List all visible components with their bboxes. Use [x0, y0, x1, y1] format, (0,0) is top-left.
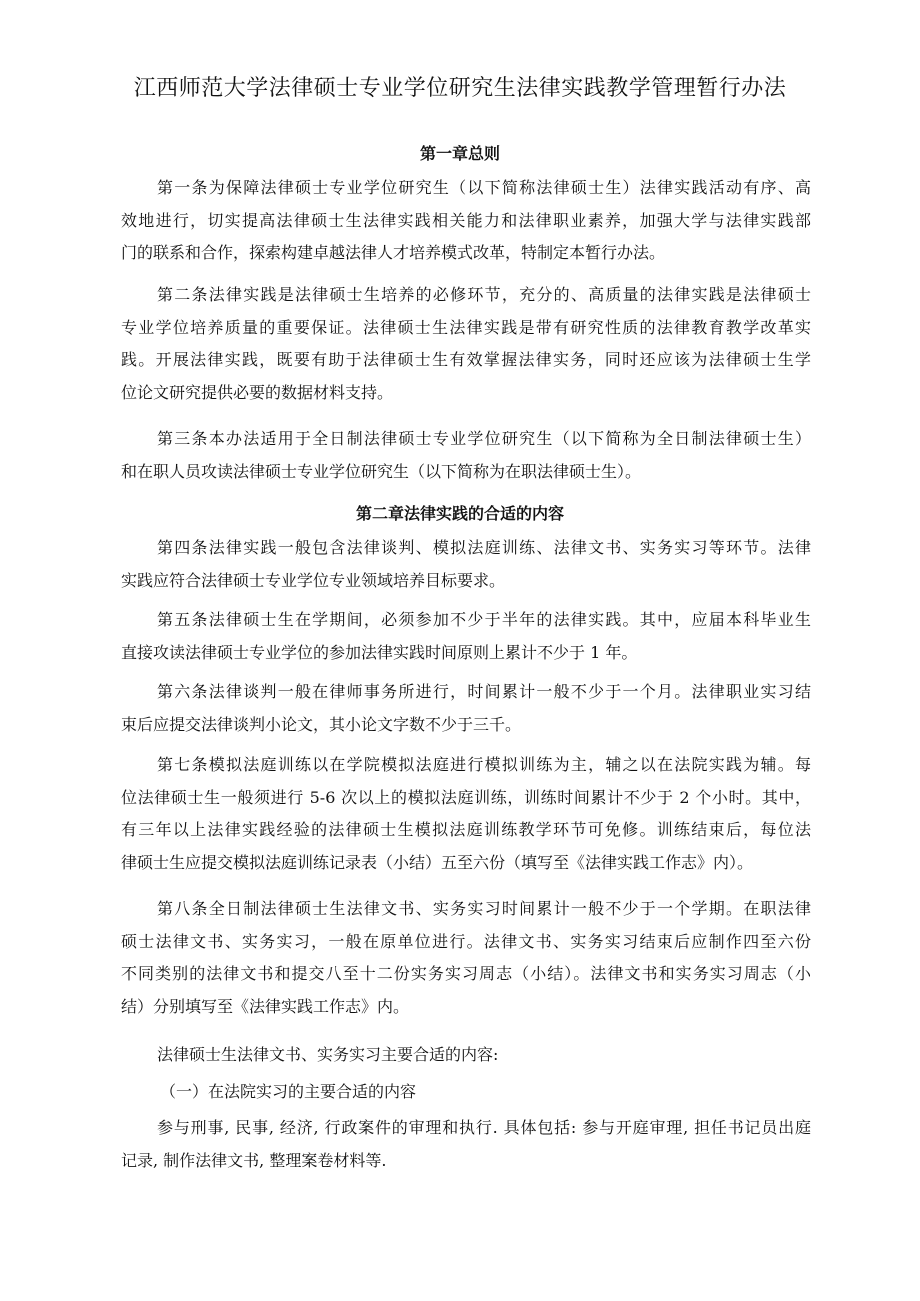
document-title: 江西师范大学法律硕士专业学位研究生法律实践教学管理暂行办法	[133, 76, 787, 101]
article-1-line: 效地进行，切实提高法律硕士生法律实践相关能力和法律职业素养，加强大学与法律实践部	[121, 210, 811, 230]
article-2-line: 第二条法律实践是法律硕士生培养的必修环节，充分的、高质量的法律实践是法律硕士	[157, 285, 811, 304]
article-7-line: 有三年以上法律实践经验的法律硕士生模拟法庭训练教学环节可免修。训练结束后，每位法	[121, 820, 811, 839]
article-7-line: 第七条模拟法庭训练以在学院模拟法庭进行模拟训练为主，辅之以在法院实践为辅。每	[157, 755, 811, 774]
article-5-line: 直接攻读法律硕士专业学位的参加法律实践时间原则上累计不少于 1 年。	[121, 642, 638, 662]
article-5	[121, 604, 811, 669]
court-content	[121, 1112, 811, 1177]
article-7	[121, 749, 811, 879]
court-content-line: 记录, 制作法律文书, 整理案卷材料等.	[121, 1150, 387, 1170]
article-4-line: 实践应符合法律硕士专业学位专业领域培养目标要求。	[121, 570, 506, 590]
article-6-line: 束后应提交法律谈判小论文，其小论文字数不少于三千。	[121, 714, 522, 734]
article-3	[121, 423, 811, 488]
article-1-line: 门的联系和合作，探索构建卓越法律人才培养模式改革，特制定本暂行办法。	[121, 243, 666, 262]
chapter-heading-general: 第一章总则	[419, 144, 500, 163]
article-3-line: 和在职人员攻读法律硕士专业学位研究生（以下简称为在职法律硕士生）。	[121, 461, 642, 481]
article-7-line: 律硕士生应提交模拟法庭训练记录表（小结）五至六份（填写至《法律实践工作志》内）。	[121, 852, 754, 872]
subsection-court: （一）在法院实习的主要合适的内容	[160, 1082, 417, 1101]
article-8-line: 第八条全日制法律硕士生法律文书、实务实习时间累计一般不少于一个学期。在职法律	[157, 899, 811, 918]
article-2-line: 践。开展法律实践，既要有助于法律硕士生有效掌握法律实务，同时还应该为法律硕士生学	[121, 350, 811, 369]
article-6	[121, 676, 811, 741]
article-2-line: 专业学位培养质量的重要保证。法律硕士生法律实践是带有研究性质的法律教育教学改革实	[121, 317, 811, 337]
article-2	[121, 279, 811, 409]
content-intro: 法律硕士生法律文书、实务实习主要合适的内容:	[157, 1045, 499, 1064]
article-4-line: 第四条法律实践一般包含法律谈判、模拟法庭训练、法律文书、实务实习等环节。法律	[157, 538, 811, 557]
article-1-line: 第一条为保障法律硕士专业学位研究生（以下简称法律硕士生）法律实践活动有序、高	[157, 178, 811, 197]
article-1	[121, 172, 811, 270]
article-4	[121, 532, 811, 597]
article-6-line: 第六条法律谈判一般在律师事务所进行，时间累计一般不少于一个月。法律职业实习结	[157, 682, 811, 701]
article-8-line: 硕士法律文书、实务实习，一般在原单位进行。法律文书、实务实习结束后应制作四至六份	[121, 931, 811, 951]
article-5-line: 第五条法律硕士生在学期间，必须参加不少于半年的法律实践。其中，应届本科毕业生	[157, 610, 811, 629]
article-8-line: 不同类别的法律文书和提交八至十二份实务实习周志（小结）。法律文书和实务实习周志（小	[121, 964, 811, 983]
chapter-heading-content: 第二章法律实践的合适的内容	[355, 504, 564, 523]
article-3-line: 第三条本办法适用于全日制法律硕士专业学位研究生（以下简称为全日制法律硕士生）	[157, 429, 811, 448]
article-8	[121, 893, 811, 1023]
article-8-line: 结）分别填写至《法律实践工作志》内。	[121, 996, 410, 1016]
article-7-line: 位法律硕士生一般须进行 5-6 次以上的模拟法庭训练，训练时间累计不少于 2 个小时。其中，	[121, 787, 811, 807]
article-2-line: 位论文研究提供必要的数据材料支持。	[121, 382, 394, 402]
court-content-line: 参与刑事, 民事, 经济, 行政案件的审理和执行. 具体包括: 参与开庭审理, 担任书记员出庭	[157, 1118, 811, 1137]
